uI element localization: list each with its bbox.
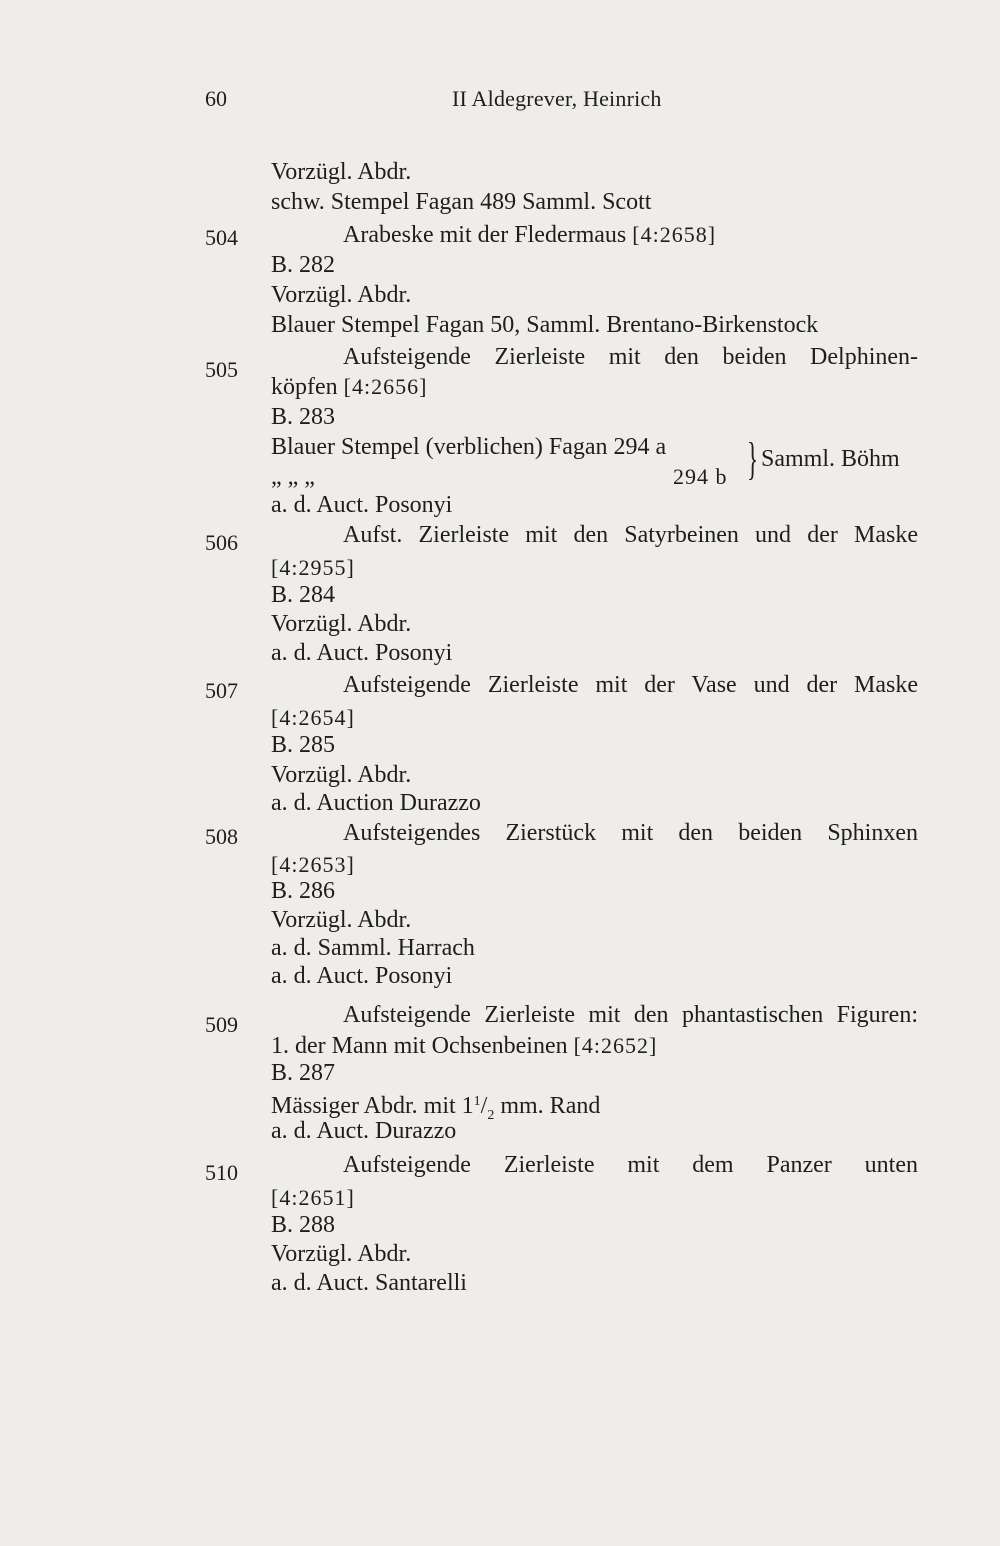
- entry-title: Aufst. Zierleiste mit den Satyrbeinen und der Maske: [343, 522, 918, 548]
- text-line: Vorzügl. Abdr.: [271, 159, 412, 185]
- entry-title-continued: 1. der Mann mit Ochsenbeinen [4:2652]: [271, 1033, 658, 1059]
- collection-name: Samml. Böhm: [761, 446, 900, 472]
- entry-number: 504: [205, 225, 238, 250]
- entry-title: Aufsteigende Zierleiste mit den phantastischen Figuren:: [343, 1002, 918, 1028]
- text-line: Blauer Stempel Fagan 50, Samml. Brentano-Birkenstock: [271, 312, 819, 338]
- text-line: Vorzügl. Abdr.: [271, 282, 412, 308]
- text-line: a. d. Auct. Posonyi: [271, 492, 453, 518]
- brace-glyph: }: [747, 433, 759, 484]
- entry-reference: [4:2656]: [343, 374, 428, 399]
- text-line: B. 283: [271, 404, 336, 430]
- entry-title: Aufsteigende Zierleiste mit der Vase und der Maske: [343, 672, 918, 698]
- text-line: a. d. Samml. Harrach: [271, 935, 475, 961]
- text-line: Mässiger Abdr. mit $1^1/_2$ mm. Rand: [271, 1093, 601, 1123]
- entry-reference: [4:2651]: [271, 1185, 355, 1210]
- text-line: a. d. Auct. Durazzo: [271, 1118, 457, 1144]
- text-line: Vorzügl. Abdr.: [271, 907, 412, 933]
- entry-number: 507: [205, 678, 238, 703]
- text-line: B. 286: [271, 878, 336, 904]
- entry-reference: [4:2652]: [573, 1033, 658, 1058]
- stamp-group: [271, 432, 921, 492]
- entry-reference: [4:2653]: [271, 852, 355, 877]
- page-number: 60: [205, 86, 227, 111]
- text-line: a. d. Auction Durazzo: [271, 790, 481, 816]
- stamp-number: 294 b: [673, 464, 728, 489]
- entry-number: 506: [205, 530, 238, 555]
- entry-title: Aufsteigende Zierleiste mit den beiden Delphinen-: [343, 344, 918, 370]
- entry-title-continued: köpfen [4:2656]: [271, 374, 428, 400]
- entry-reference: [4:2654]: [271, 705, 355, 730]
- entry-number: 510: [205, 1160, 238, 1185]
- ditto-marks: „ „ „: [271, 464, 315, 490]
- running-title: II Aldegrever, Heinrich: [452, 86, 662, 111]
- text-line: Vorzügl. Abdr.: [271, 762, 412, 788]
- entry-number: 509: [205, 1012, 238, 1037]
- text-line: B. 287: [271, 1060, 336, 1086]
- entry-number: 508: [205, 824, 238, 849]
- stamp-line: Blauer Stempel (verblichen) Fagan 294 a: [271, 434, 667, 460]
- text-line: a. d. Auct. Posonyi: [271, 963, 453, 989]
- text-line: B. 288: [271, 1212, 336, 1238]
- text-line: Vorzügl. Abdr.: [271, 1241, 412, 1267]
- text-line: a. d. Auct. Posonyi: [271, 640, 453, 666]
- text-line: B. 284: [271, 582, 336, 608]
- entry-title: Aufsteigendes Zierstück mit den beiden Sphinxen: [343, 820, 918, 846]
- text-line: a. d. Auct. Santarelli: [271, 1270, 467, 1296]
- entry-reference: [4:2955]: [271, 555, 355, 580]
- text-line: Vorzügl. Abdr.: [271, 611, 412, 637]
- entry-title: Arabeske mit der Fledermaus [4:2658]: [343, 222, 717, 248]
- entry-reference: [4:2658]: [632, 222, 717, 247]
- text-line: B. 285: [271, 732, 336, 758]
- entry-number: 505: [205, 357, 238, 382]
- text-line: B. 282: [271, 252, 336, 278]
- text-line: schw. Stempel Fagan 489 Samml. Scott: [271, 189, 652, 215]
- entry-title: Aufsteigende Zierleiste mit dem Panzer unten: [343, 1152, 918, 1178]
